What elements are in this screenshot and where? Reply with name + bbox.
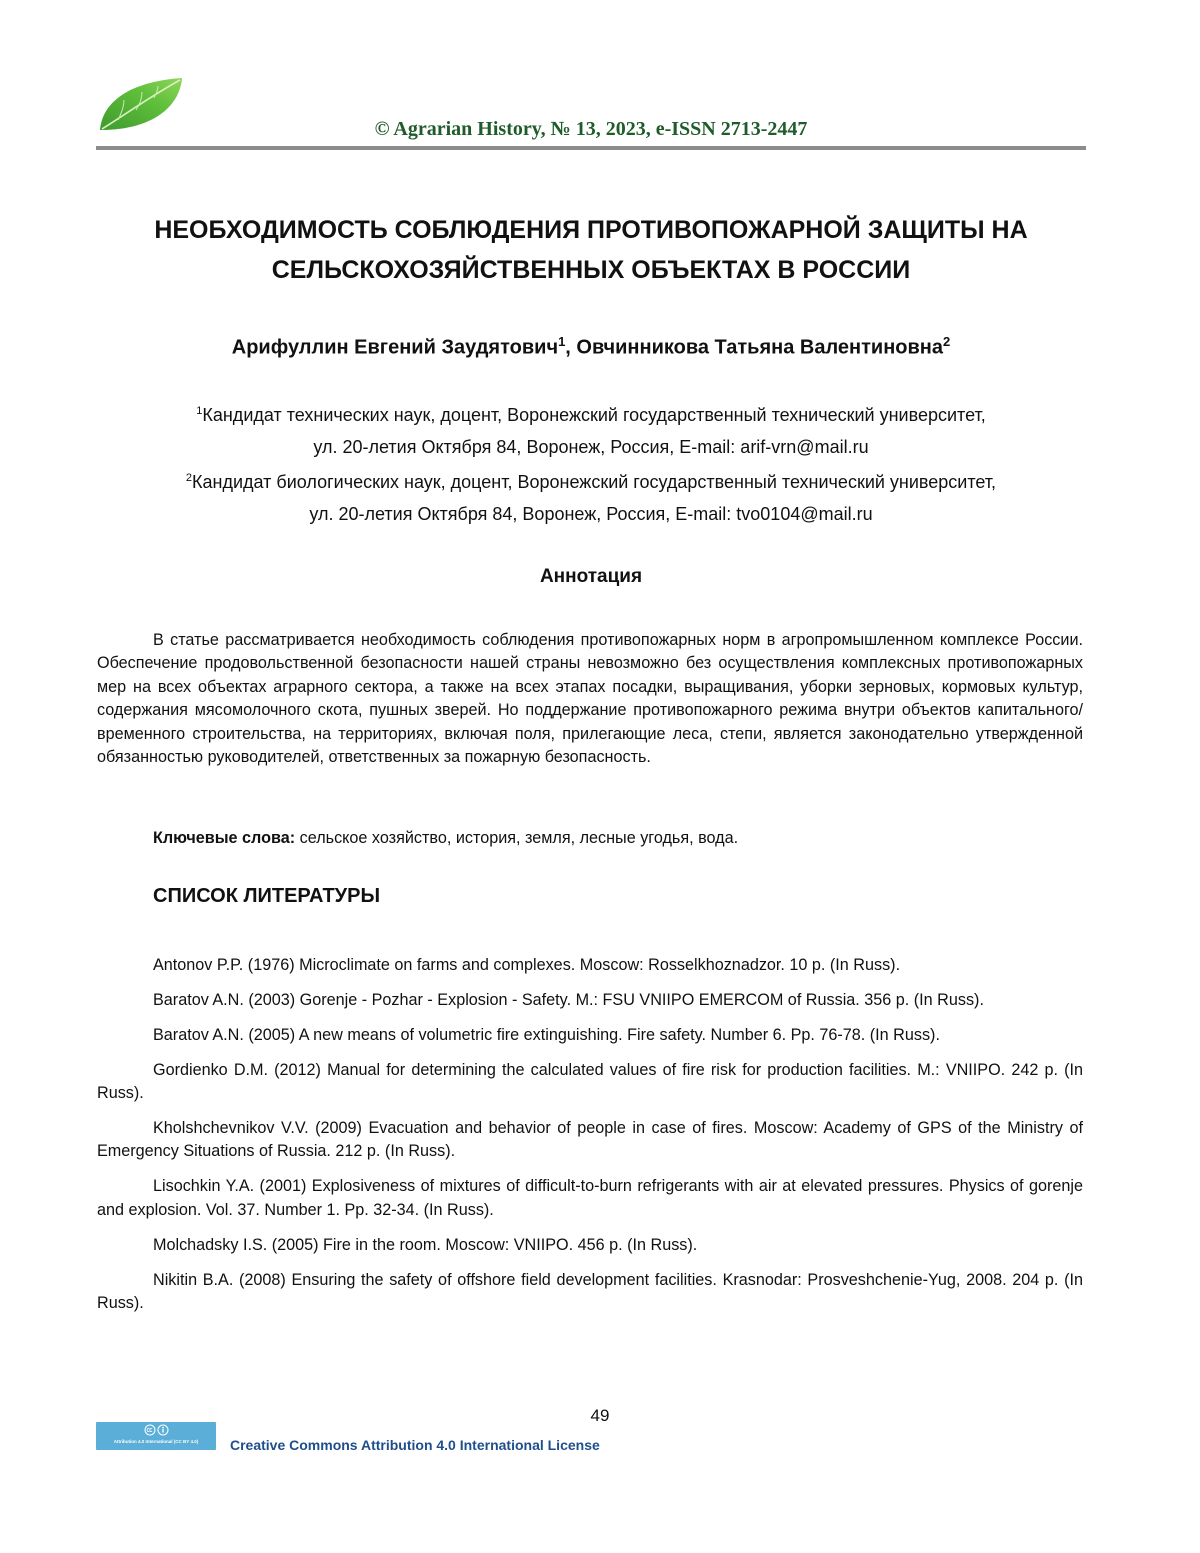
reference-item: Baratov A.N. (2005) A new means of volumetric fire extinguishing. Fire safety. Number 6. Pp. 76-78. (In Russ). [153, 1025, 940, 1044]
reference-item: Molchadsky I.S. (2005) Fire in the room. Moscow: VNIIPO. 456 p. (In Russ). [153, 1235, 698, 1254]
header-divider [96, 146, 1086, 150]
affiliation-line: Кандидат технических наук, доцент, Воронежский государственный технический университет, [202, 405, 986, 425]
reference-list [97, 954, 1083, 1327]
title-line-1: НЕОБХОДИМОСТЬ СОБЛЮДЕНИЯ ПРОТИВОПОЖАРНОЙ ЗАЩИТЫ НА [154, 216, 1028, 244]
affiliation [96, 463, 1086, 499]
keywords-label: Ключевые слова: [153, 829, 296, 847]
keywords [153, 827, 1083, 850]
reference-item: Baratov A.N. (2003) Gorenje - Pozhar - Explosion - Safety. M.: FSU VNIIPO EMERCOM of Russia. 356 p. (In Russ). [153, 990, 984, 1009]
reference-item: Antonov P.P. (1976) Microclimate on farms and complexes. Moscow: Rosselkhoznadzor. 10 p. (In Russ). [153, 956, 901, 974]
affiliation-address: ул. 20-летия Октября 84, Воронеж, Россия, E-mail: arif-vrn@mail.ru [313, 436, 869, 457]
references-heading: СПИСОК ЛИТЕРАТУРЫ [153, 885, 381, 907]
author-separator: , [565, 336, 577, 359]
author-mark: 1 [558, 334, 566, 349]
affiliation-line: Кандидат биологических наук, доцент, Воронежский государственный технический университет, [192, 472, 997, 492]
keywords-list: сельское хозяйство, история, земля, лесные угодья, вода. [295, 829, 739, 847]
author-list [96, 328, 1086, 362]
author-name: Овчинникова Татьяна Валентиновна [576, 336, 944, 359]
author-mark: 2 [943, 334, 951, 349]
cc-by-icon [144, 1424, 170, 1436]
license-link[interactable]: Creative Commons Attribution 4.0 International License [230, 1437, 600, 1453]
article-title [96, 210, 1086, 290]
affiliation-address: ул. 20-летия Октября 84, Воронеж, Россия, E-mail: tvo0104@mail.ru [309, 503, 873, 524]
journal-header: © Agrarian History, № 13, 2023, e-ISSN 2713-2447 [374, 118, 808, 140]
affiliations [96, 396, 1086, 530]
reference-item: Kholshchevnikov V.V. (2009) Evacuation and behavior of people in case of fires. Moscow: Academy of GPS of the Ministry of Emergency Situations of Russia. 212 p. (In Russ). [97, 1119, 1083, 1161]
author-name: Арифуллин Евгений Заудятович [231, 336, 559, 359]
reference-item: Lisochkin Y.A. (2001) Explosiveness of mixtures of difficult-to-burn refrigerants with air at elevated pressures. Physics of gorenje and explosion. Vol. 37. Number 1. Pp. 32-34. (In Russ). [97, 1177, 1083, 1219]
abstract-heading: Аннотация [539, 566, 643, 587]
affiliation-mark: 1 [196, 405, 203, 417]
badge-text: Attribution 4.0 International (CC BY 4.0) [113, 1439, 199, 1444]
affiliation-mark: 2 [185, 472, 193, 484]
abstract-text: В статье рассматривается необходимость соблюдения противопожарных норм в агропромышленном комплексе России. Обеспечение продовольственной безопасности нашей страны невозможно без осуществления комплексных противопожарных мер на всех объектах аграрного сектора, а также на всех этапах посадки, выращивания, уборки зерновых, кормовых культур, содержания мясомолочного скота, пушных зверей. Но поддержание противопожарного режима внутри объектов капитального/временного строительства, на территориях, включая поля, прилегающие леса, степи, является законодательно утвержденной обязанностью руководителей, ответственных за пожарную безопасность. [97, 631, 1083, 767]
reference-item: Gordienko D.M. (2012) Manual for determining the calculated values of fire risk for production facilities. M.: VNIIPO. 242 p. (In Russ). [97, 1060, 1083, 1103]
cc-license-badge[interactable] [96, 1422, 216, 1450]
title-line-2: СЕЛЬСКОХОЗЯЙСТВЕННЫХ ОБЪЕКТАХ В РОССИИ [271, 256, 911, 284]
affiliation [96, 396, 1086, 432]
page-number: 49 [590, 1406, 610, 1425]
reference-item: Nikitin B.A. (2008) Ensuring the safety of offshore field development facilities. Krasnodar: Prosveshchenie-Yug, 2008. 204 p. (In Russ). [97, 1270, 1083, 1312]
